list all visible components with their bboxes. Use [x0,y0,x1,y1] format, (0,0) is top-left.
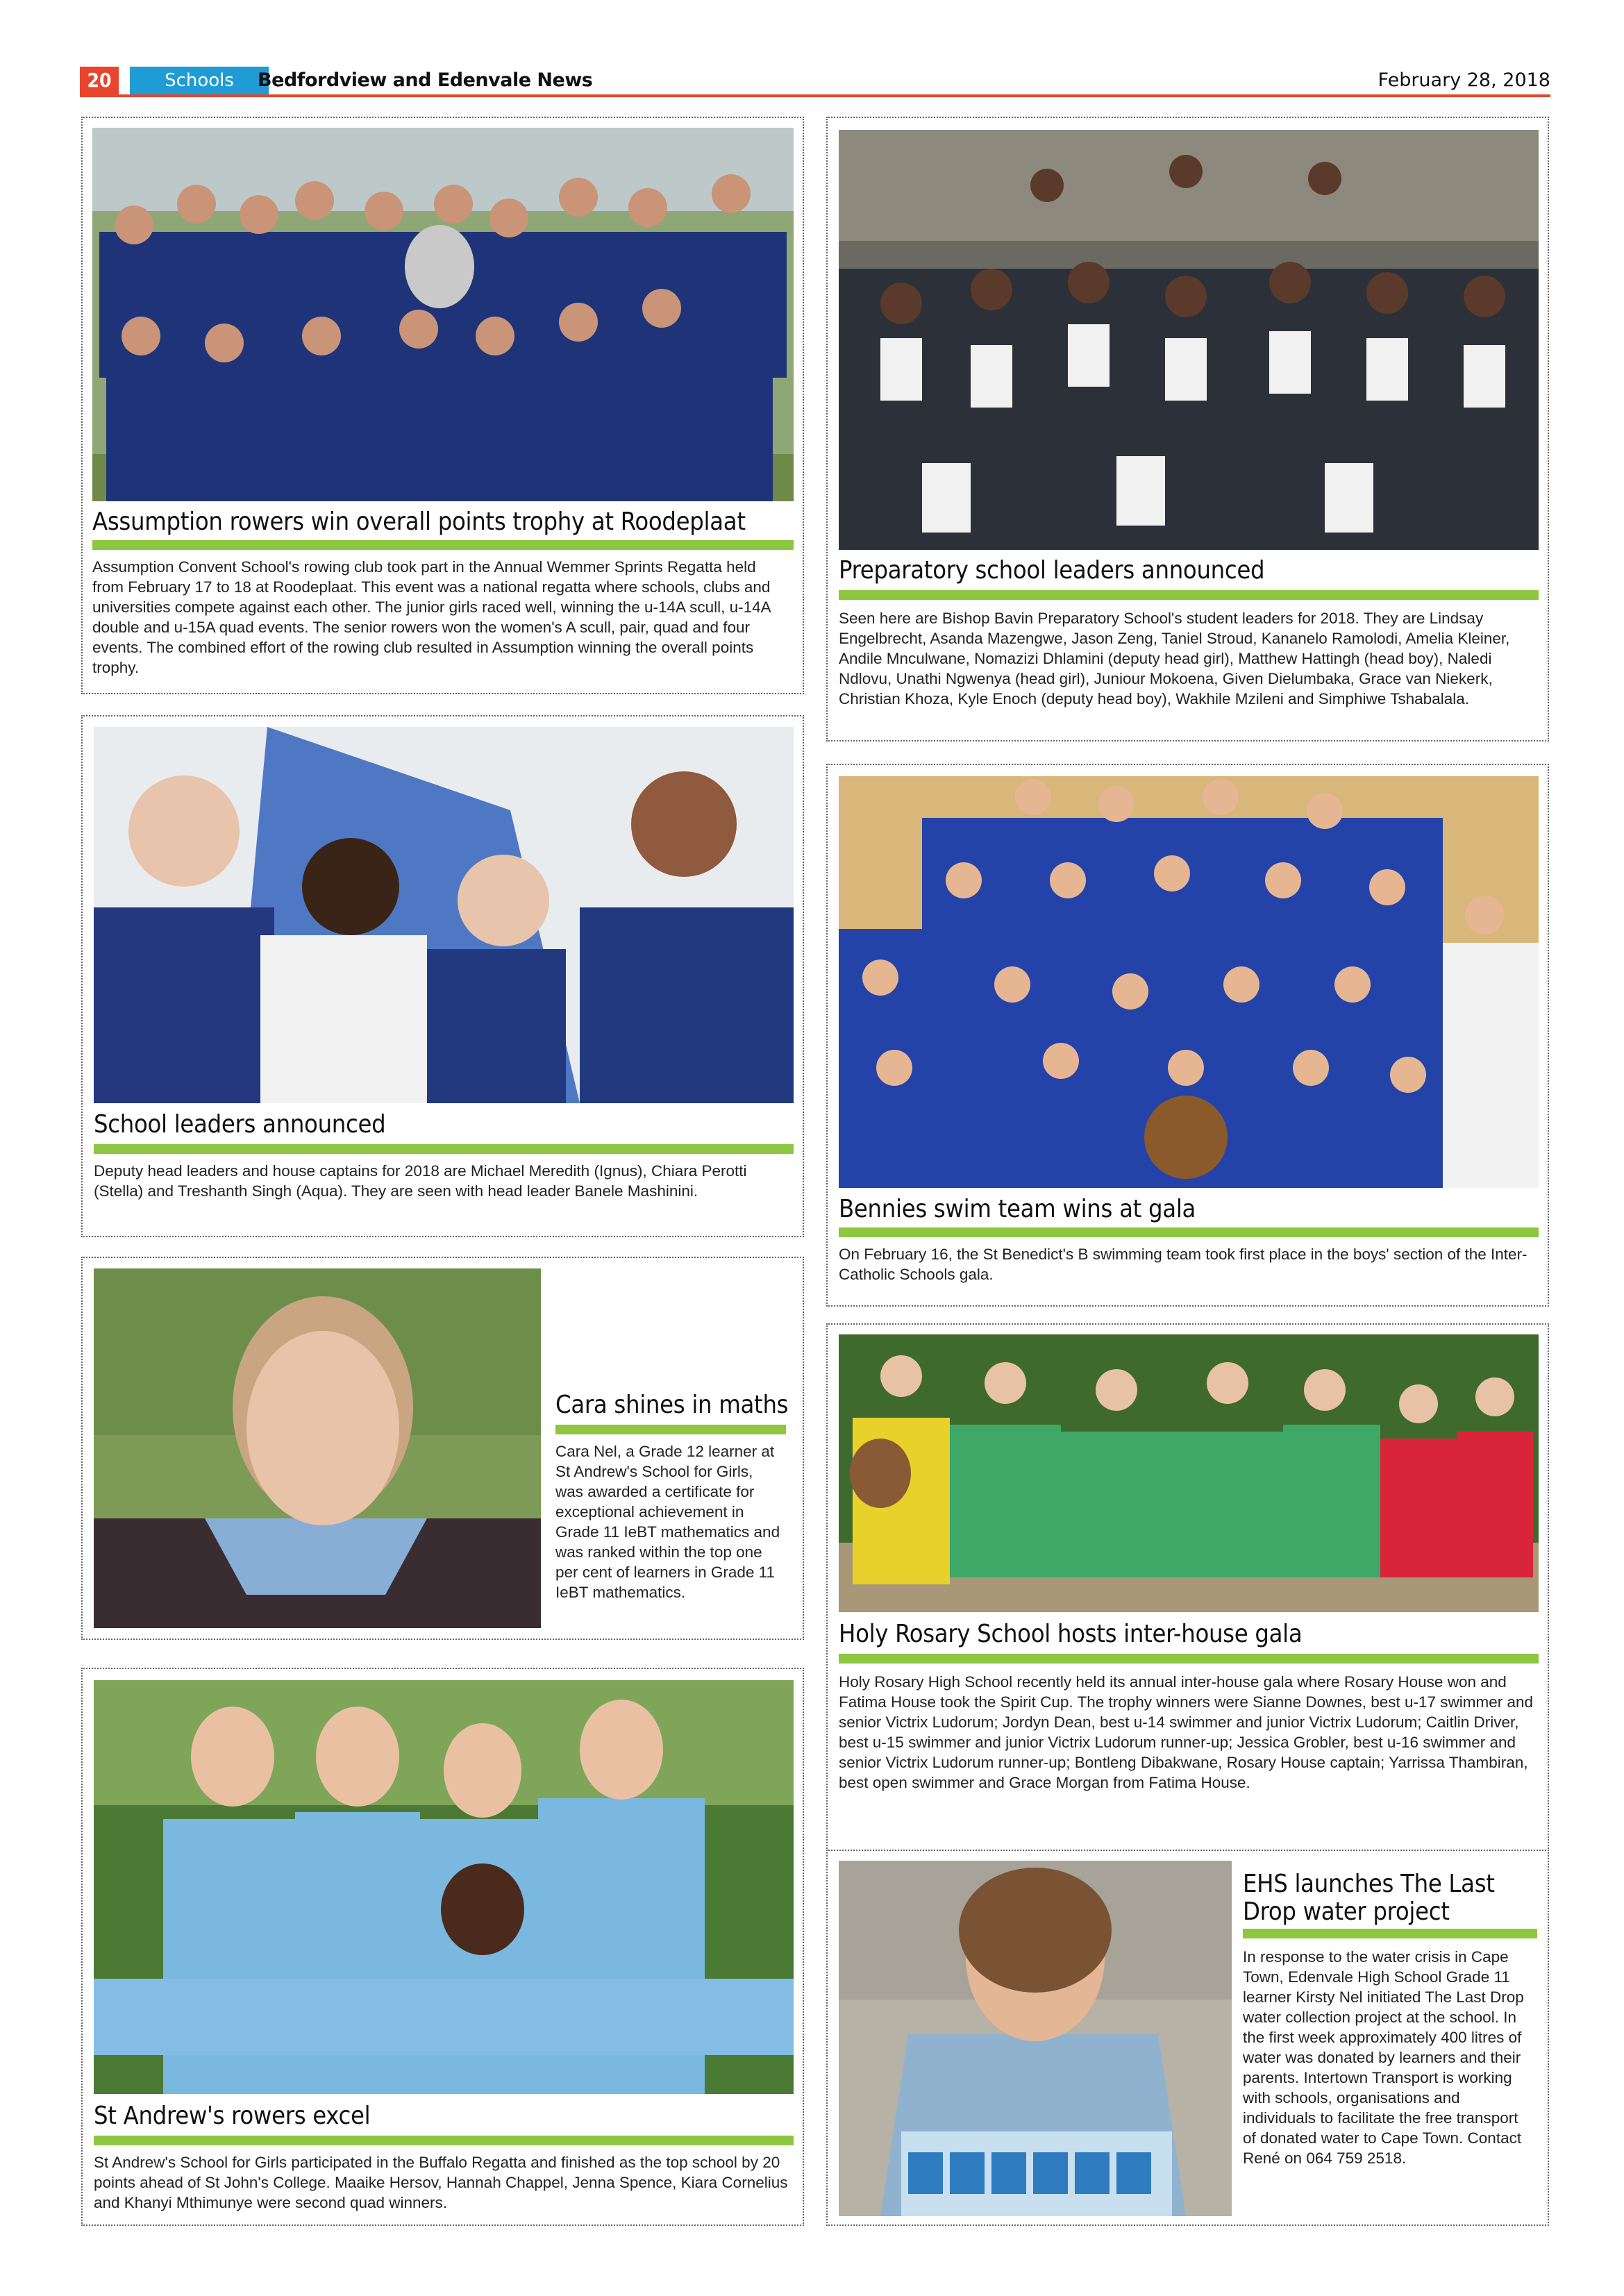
holy-rosary-body: Holy Rosary High School recently held its annual inter-house gala where Rosary House won and Fatima House took the Spirit Cup. The trophy winners were Sianne Downes, best u-17 swimmer and senior Victrix Ludorum; Jordyn Dean, best u-14 swimmer and junior Victrix Ludorum; Caitlin Driver, best u-15 swimmer and junior Victrix Ludorum runner-up; Jessica Grobler, best u-16 swimmer and senior Victrix Ludorum runner-up; Bontleng Dibakwane, Rosary House captain; Yarrissa Thambiran, best open swimmer and Grace Morgan from Fatima House. [839,1673,1534,1791]
st-andrews-title: St Andrew's rowers excel [94,2102,371,2130]
photo-ehs-last-drop [839,1861,1232,2216]
preparatory-title-bar [839,590,1539,600]
leaders-body: Deputy head leaders and house captains for 2018 are Michael Meredith (Ignus), Chiara Perotti (Stella) and Treshanth Singh (Aqua). They are seen with head leader Banele Mashinini. [94,1162,747,1200]
cara-title: Cara shines in maths [555,1391,789,1419]
ehs-title: EHS launches The Last Drop water project [1243,1870,1495,1926]
st-andrews-body: St Andrew's School for Girls participated in the Buffalo Regatta and finished as the top school by 20 points ahead of St John's College. Maaike Hersov, Hannah Chappel, Jenna Spence, Kiara Cornelius and Khanyi Mthimunye were second quad winners. [94,2154,788,2211]
page-header [80,67,1550,94]
preparatory-title: Preparatory school leaders announced [839,556,1265,585]
bennies-body: On February 16, the St Benedict's B swimming team took first place in the boys' section of the Inter-Catholic Schools gala. [839,1246,1527,1283]
photo-holy-rosary-gala [839,1334,1539,1612]
leaders-title: School leaders announced [94,1110,386,1139]
preparatory-body: Seen here are Bishop Bavin Preparatory School's student leaders for 2018. They are Lindsay Engelbrecht, Asanda Mazengwe, Jason Zeng, Taniel Stroud, Kananelo Ramolodi, Amelia Kleiner, Andile Mnculwane, Nomazizi Dhlamini (deputy head girl), Matthew Hattingh (head boy), Naledi Ndlovu, Unathi Ngwenya (head girl), Juniour Mokoena, Given Dielumbaka, Grace van Niekerk, Christian Khoza, Kyle Enoch (deputy head boy), Wakhile Mzileni and Simphiwe Tshabalala. [839,610,1510,707]
cara-title-bar [555,1425,786,1434]
publication-name: Bedfordview and Edenvale News [258,69,593,91]
st-andrews-title-bar [94,2136,794,2145]
assumption-title: Assumption rowers win overall points trophy at Roodeplaat [92,508,746,536]
photo-st-andrews-rowers [94,1680,794,2094]
photo-preparatory-leaders [839,130,1539,550]
assumption-title-bar [92,540,794,550]
bennies-title-bar [839,1227,1539,1237]
bennies-title: Bennies swim team wins at gala [839,1195,1196,1223]
photo-cara-nel [94,1268,541,1628]
ehs-body: In response to the water crisis in Cape Town, Edenvale High School Grade 11 learner Kirsty Nel initiated The Last Drop water collection project at the school. In the first week approximately 400 litres of water was donated by learners and their parents. Intertown Transport is working with schools, organisations and individuals to facilitate the free transport of donated water to Cape Town. Contact René on 064 759 2518. [1243,1948,1524,2167]
page-number: 20 [80,67,119,94]
assumption-body: Assumption Convent School's rowing club took part in the Annual Wemmer Sprints Regatta held from February 17 to 18 at Roodeplaat. This event was a national regatta where schools, clubs and universities compete against each other. The junior girls raced well, winning the u-14A scull, u-14A double and u-15A quad events. The senior rowers won the women's A scull, pair, quad and four events. The combined effort of the rowing club resulted in Assumption winning the overall points trophy. [92,558,771,676]
holy-rosary-title-bar [839,1654,1539,1664]
ehs-title-bar [1243,1929,1537,1938]
issue-date: February 28, 2018 [1378,69,1550,91]
leaders-title-bar [94,1144,794,1154]
header-rule [80,94,1550,97]
photo-school-leaders [94,727,794,1103]
photo-bennies-swim-team [839,776,1539,1188]
cara-body: Cara Nel, a Grade 12 learner at St Andrew's School for Girls, was awarded a certificate for exceptional achievement in Grade 11 IeBT mathematics and was ranked within the top one per cent of learners in Grade 11 IeBT mathematics. [555,1443,780,1601]
section-label: Schools [130,67,269,94]
photo-assumption-rowers [92,128,794,501]
holy-rosary-title: Holy Rosary School hosts inter-house gala [839,1620,1303,1648]
